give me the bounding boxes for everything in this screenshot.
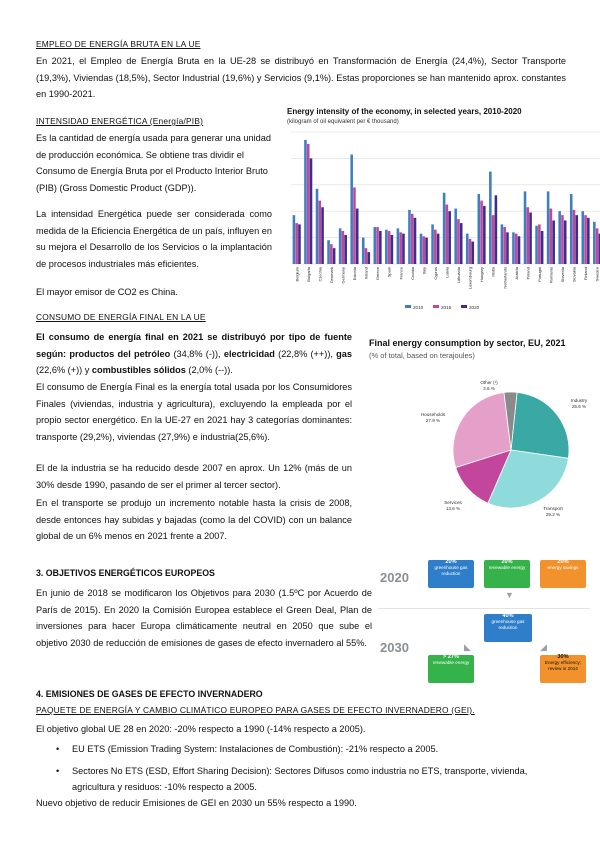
slice-label: Households (420, 412, 446, 417)
lead-text-1: (34,8% (-)), (170, 348, 224, 359)
slice-label: Transport (543, 506, 563, 511)
bar-slovakia-2015 (573, 210, 576, 264)
bar-greece-2010 (374, 227, 377, 264)
section-heading-intensidad: INTENSIDAD ENERGÉTICA (Energía/PIB) (36, 116, 204, 126)
bar-poland-2015 (527, 207, 530, 264)
bar-malta-2015 (492, 215, 495, 264)
pie-chart-title: Final energy consumption by sector, EU, 2021 (369, 338, 566, 348)
bar-czechia-2010 (316, 189, 319, 264)
pie-chart-subtitle: (% of total, based on terajoules) (369, 351, 475, 360)
paragraph-objetivo-global: El objetivo global UE 28 en 2020: -20% respecto a 1990 (-14% respecto a 2005). (36, 724, 366, 734)
bar-italy-2010 (420, 234, 423, 264)
bar-germany-2015 (342, 231, 345, 264)
bar-austria-2020 (518, 236, 521, 264)
bar-malta-2020 (495, 195, 498, 264)
paragraph-objetivos: En junio de 2018 se modificaron los Objetivos para 2030 (1.5ºC por Acuerdo de París de 2015). En 2020 la Comisión Europea establece el Green Deal, Plan de inversiones para hacer Europa climáticamente neutral en 2050 que sube el objetivo 2030 de reducción de emisiones de gases de efecto invernadero al 55%. (36, 588, 372, 648)
category-label: Denmark (328, 267, 334, 284)
paragraph-intensidad-3: El mayor emisor de CO2 es China. (36, 287, 178, 297)
pie-slice-industry (511, 392, 569, 458)
legend-swatch-2010 (405, 305, 411, 308)
category-label: Estonia (352, 267, 358, 281)
target-2020-ghg (428, 560, 474, 588)
target-2030-efficiency-text: Energy efficiency; review in 2014 (544, 660, 582, 671)
emisiones-bullet-list (36, 741, 566, 796)
slice-label: Other (¹) (480, 380, 498, 385)
bar-finland-2015 (584, 215, 587, 264)
category-label: Bulgaria (305, 267, 311, 282)
target-2030-ghg-text: greenhouse gas reduction (491, 619, 525, 630)
bar-denmark-2010 (327, 240, 330, 264)
target-2020-savings-text: energy savings (547, 565, 579, 571)
paragraph-consumo-lead (36, 329, 352, 379)
category-label: Croatia (409, 267, 415, 280)
bar-malta-2010 (489, 172, 492, 264)
legend-label-2010: 2010 (413, 305, 424, 310)
bar-france-2015 (399, 232, 402, 264)
bar-ireland-2010 (362, 238, 365, 264)
bar-portugal-2010 (535, 226, 538, 264)
list-item (36, 741, 566, 758)
bar-lithuania-2010 (454, 209, 457, 264)
bar-denmark-2020 (333, 248, 336, 264)
category-label: Slovakia (571, 267, 577, 283)
bar-ireland-2020 (367, 252, 370, 264)
bar-greece-2015 (376, 227, 379, 264)
list-item (36, 763, 566, 796)
category-label: Belgium (294, 267, 300, 282)
section-heading-objetivos: 3. OBJETIVOS ENERGÉTICOS EUROPEOS (36, 568, 215, 578)
paragraph-empleo: En 2021, el Empleo de Energía Bruta en la UE-28 se distribuyó en Transformación de Energía (24,4%), Sector Transporte (19,3%), Viviendas (18,5%), Sector Industrial (19,6%) y Servicios (9,1%). Estas proporciones se han mantenido aprox. constantes en 1990-2021. (36, 56, 566, 99)
bullet-dot: • (56, 765, 60, 776)
bar-portugal-2020 (541, 231, 544, 264)
bar-slovenia-2015 (561, 215, 564, 264)
year-2020-label: 2020 (380, 570, 409, 585)
lead-bold-2: electricidad (223, 348, 275, 359)
category-label: Slovenia (560, 267, 566, 283)
legend-swatch-2015 (433, 305, 439, 308)
bar-germany-2020 (344, 235, 347, 264)
bar-latvia-2010 (443, 193, 446, 264)
bar-estonia-2020 (356, 209, 359, 264)
category-label: Lithuania (456, 267, 462, 284)
bar-spain-2015 (388, 231, 391, 264)
eu-targets-infographic (378, 556, 590, 686)
bar-portugal-2015 (538, 224, 541, 264)
lead-bold-4: combustibles sólidos (91, 365, 186, 375)
bar-slovenia-2010 (558, 211, 561, 264)
arrow-right-icon: ◢ (540, 642, 547, 652)
bar-finland-2010 (582, 211, 585, 264)
bar-spain-2010 (385, 230, 388, 264)
bar-sweden-2010 (593, 222, 596, 264)
category-label: Netherlands (502, 267, 508, 289)
bar-cyprus-2020 (437, 234, 440, 264)
bar-bulgaria-2015 (307, 144, 310, 264)
bar-belgium-2020 (298, 224, 301, 264)
category-label: Hungary (479, 267, 485, 283)
paragraph-consumo-2: El consumo de Energía Final es la energía total usada por los Consumidores Finales (viviendas, industria y agricultura), excluyendo la empleada por el propio sector energético. En la UE-27 en 2021 hay 3 categorías dominantes: transporte (29,2%), viviendas (27,9%) e industria(25,6%). (36, 382, 352, 442)
bar-romania-2010 (547, 191, 550, 264)
bar-slovakia-2010 (570, 194, 573, 264)
bullet-text-no-ets: Sectores No ETS (ESD, Effort Sharing Decision): Sectores Difusos como industria no ETS, transporte, vivienda, agricultura y residuos: -10% respecto a 2005. (72, 765, 528, 792)
bar-luxembourg-2020 (471, 242, 474, 264)
slice-value: 27.9 % (425, 418, 441, 423)
target-2030-ghg (484, 614, 532, 642)
bar-netherlands-2015 (503, 227, 506, 264)
year-2030-label: 2030 (380, 640, 409, 655)
bar-latvia-2020 (448, 211, 451, 264)
bar-bulgaria-2020 (310, 158, 313, 264)
target-2030-ghg-pct: 40% (502, 613, 514, 619)
bar-sweden-2015 (596, 228, 599, 264)
lead-text-3: (22,6% (+)) y (36, 365, 92, 375)
bar-slovakia-2020 (575, 215, 578, 264)
bar-italy-2015 (423, 236, 426, 264)
target-2020-renewable-text: renewable energy (488, 565, 526, 571)
target-2030-renewable (428, 655, 474, 683)
subheading-paquete: PAQUETE DE ENERGÍA Y CAMBIO CLIMÁTICO EUROPEO PARA GASES DE EFECTO INVERNADERO (GEI). (36, 705, 475, 715)
bar-italy-2020 (425, 238, 428, 264)
slice-value: 13.6 % (445, 506, 461, 511)
target-2020-ghg-text: greenhouse gas reduction (434, 565, 468, 576)
target-2030-renewable-pct: > 27% (442, 654, 460, 660)
category-label: Czechia (317, 267, 323, 282)
energy-intensity-bar-chart (285, 104, 600, 318)
paragraph-intensidad-2: La intensidad Energética puede ser considerada como medida de la Eficiencia Energética de un país, influyen en su mejora el Desarrollo de los Servicios o la implantación de procesos industriales más eficientes. (36, 209, 272, 269)
section-heading-emisiones: 4. EMISIONES DE GASES DE EFECTO INVERNADERO (36, 689, 263, 699)
legend-swatch-2020 (461, 305, 467, 308)
legend-label-2020: 2020 (469, 305, 480, 310)
category-label: Austria (513, 267, 519, 280)
bar-latvia-2015 (446, 205, 449, 264)
bar-netherlands-2010 (501, 224, 504, 264)
bar-cyprus-2015 (434, 230, 437, 264)
targets-divider (378, 608, 590, 609)
bar-greece-2020 (379, 231, 382, 264)
lead-text-4: (2,0% (--)). (185, 365, 233, 375)
category-label: Malta (490, 267, 496, 277)
bar-chart-subtitle: (kilogram of oil equivalent per € thousand) (287, 119, 399, 125)
category-label: Greece (375, 267, 381, 281)
category-label: Portugal (536, 267, 542, 282)
bar-croatia-2020 (414, 218, 417, 264)
bar-belgium-2010 (293, 215, 296, 264)
bullet-text-ets: EU ETS (Emission Trading System: Instalaciones de Combustión): -21% respecto a 2005. (72, 744, 439, 754)
bar-lithuania-2015 (457, 219, 460, 264)
bar-luxembourg-2010 (466, 234, 469, 264)
arrow-down-icon: ▼ (505, 590, 514, 600)
bar-croatia-2010 (408, 210, 411, 264)
paragraph-consumo-3: El de la industria se ha reducido desde 2007 en aprox. Un 12% (más de un 30% desde 1990, pasando de ser el primer al tercer sector). (36, 463, 352, 490)
bar-romania-2020 (552, 220, 555, 264)
paragraph-intensidad-1: Es la cantidad de energía usada para generar una unidad de producción económica. Se obtiene tras dividir el Consumo de Energía Bruta por el Producto Interior Bruto (PIB) (Gross Domestic Product (GDP)). (36, 133, 271, 193)
bar-slovenia-2020 (564, 220, 567, 264)
bar-hungary-2010 (478, 194, 481, 264)
bar-lithuania-2020 (460, 223, 463, 264)
bar-belgium-2015 (295, 223, 298, 264)
arrow-left-icon: ◣ (464, 642, 471, 652)
target-2020-savings (540, 560, 586, 588)
bar-finland-2020 (587, 218, 590, 264)
section-heading-consumo: CONSUMO DE ENERGÍA FINAL EN LA UE (36, 312, 206, 322)
bar-france-2020 (402, 234, 405, 264)
bar-hungary-2020 (483, 206, 486, 264)
slice-value: 25.6 % (571, 404, 587, 409)
bar-estonia-2010 (350, 154, 353, 264)
target-2020-ghg-pct: 20% (445, 559, 457, 565)
category-label: Latvia (444, 267, 450, 278)
category-label: Luxembourg (467, 267, 473, 290)
category-label: Romania (548, 267, 554, 284)
category-label: Germany (340, 267, 346, 284)
bar-chart-title: Energy intensity of the economy, in selected years, 2010-2020 (287, 107, 522, 116)
target-2030-efficiency (540, 655, 586, 683)
target-2030-renewable-text: renewable energy (432, 660, 470, 666)
bar-luxembourg-2015 (469, 239, 472, 264)
bar-austria-2010 (512, 232, 515, 264)
paragraph-nuevo-objetivo: Nuevo objetivo de reducir Emisiones de GEI en 2030 un 55% respecto a 1990. (36, 798, 357, 808)
section-heading-empleo: EMPLEO DE ENERGÍA BRUTA EN LA UE (36, 39, 201, 49)
category-label: France (398, 267, 404, 280)
bar-romania-2015 (550, 209, 553, 264)
bar-poland-2020 (529, 213, 532, 264)
lead-bold-3: gas (336, 348, 353, 359)
bar-croatia-2015 (411, 214, 414, 264)
bar-spain-2020 (391, 235, 394, 264)
legend-label-2015: 2015 (441, 305, 452, 310)
category-label: Cyprus (432, 267, 438, 280)
bar-poland-2010 (524, 191, 527, 264)
bar-france-2010 (397, 228, 400, 264)
bullet-dot: • (56, 744, 60, 754)
category-label: Poland (525, 267, 531, 280)
bar-netherlands-2020 (506, 232, 509, 264)
slice-value: 3.6 % (483, 386, 495, 391)
category-label: Finland (583, 267, 589, 281)
bar-hungary-2015 (480, 201, 483, 264)
bar-czechia-2015 (319, 201, 322, 264)
lead-text-2: (22,8% (++)), (274, 348, 337, 359)
slice-label: Services (444, 500, 462, 505)
bar-ireland-2015 (365, 248, 368, 264)
category-label: Italy (421, 267, 427, 275)
target-2030-efficiency-pct: 30% (557, 654, 569, 660)
bar-bulgaria-2010 (304, 140, 307, 264)
target-2020-renewable (484, 560, 530, 588)
category-label: Sweden (594, 267, 600, 282)
target-2020-savings-pct: 20% (557, 559, 569, 565)
bar-austria-2015 (515, 234, 518, 264)
category-label: Ireland (363, 267, 369, 280)
final-energy-pie-chart (367, 332, 592, 532)
category-label: Spain (386, 267, 392, 278)
bar-estonia-2015 (353, 187, 356, 264)
bar-germany-2010 (339, 228, 342, 264)
bar-czechia-2020 (321, 207, 324, 264)
bar-cyprus-2010 (431, 224, 434, 264)
bar-denmark-2015 (330, 244, 333, 264)
lead-bold-1: El consumo de energía final en 2021 se distribuyó por tipo de fuente según: productos del petróleo (36, 332, 352, 359)
slice-label: Industry (570, 398, 588, 403)
target-2020-renewable-pct: 20% (501, 559, 513, 565)
slice-value: 29.2 % (545, 512, 561, 517)
paragraph-consumo-4: En el transporte se produjo un incremento notable hasta la crisis de 2008, desde entonces hay subidas y bajadas (como la del COVID) con un balance global de un 6% menos en 2021 frente a 2007. (36, 498, 352, 541)
